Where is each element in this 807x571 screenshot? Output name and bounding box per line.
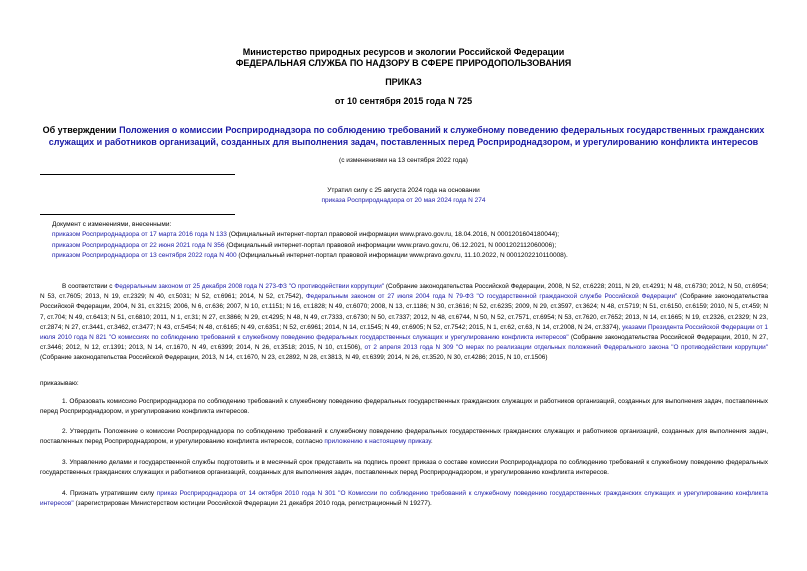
document-date-number: от 10 сентября 2015 года N 725 [334, 96, 473, 106]
orders-word: приказываю: [40, 380, 79, 387]
decree-821-link[interactable]: указами Президента Российской Федерации от 1 июля 2010 года N 821 "О комиссиях по соблюдению требований к служебному поведению федеральных государственных служащих и урегулированию конфликта интересов" [40, 323, 768, 342]
document-header [0, 47, 807, 69]
document-type: ПРИКАЗ [385, 77, 422, 87]
ministry-name: Министерство природных ресурсов и экологии Российской Федерации [242, 47, 565, 57]
legal-basis-paragraph [40, 282, 768, 364]
basis-text: В соответствии с [62, 283, 115, 290]
amendment-item [52, 251, 772, 261]
decree-309-link[interactable]: от 2 апреля 2013 года N 309 "О мерах по реализации отдельных положений Федерального закона "О противодействии коррупции" [364, 344, 768, 352]
divider-bottom [40, 214, 235, 215]
amendment-source: (Официальный интернет-портал правовой информации www.pravo.gov.ru, 06.12.2021, N 0001202112060006); [224, 241, 557, 249]
edition-note: (с изменениями на 13 сентября 2022 года) [339, 157, 468, 164]
order-item-2 [40, 427, 768, 447]
basis-text: (Собрание законодательства Российской Федерации, 2008, N 52, ст.6228; 2011, N 29, ст.4291; N 48, ст.6730; 2012, N 50, ст.6954; N 53, ст.7605; 2013, N 19, ст.2329; N 40, ст.5031; N 52, ст.6961; 2014, N 52, ст.7542), [40, 283, 768, 301]
amendments-block [52, 220, 772, 261]
lost-force-note [0, 186, 807, 206]
order-item-3 [40, 458, 768, 478]
amendment-source: (Официальный интернет-портал правовой информации www.pravo.gov.ru, 11.10.2022, N 0001202210110008). [236, 251, 568, 259]
amendment-link[interactable]: приказом Росприроднадзора от 17 марта 2016 года N 133 [52, 231, 227, 239]
lost-force-link[interactable]: приказа Росприроднадзора от 20 мая 2024 года N 274 [321, 197, 486, 204]
order-item-text: 2. Утвердить Положение о комиссии Росприроднадзора по соблюдению требований к служебному поведению федеральных государственных гражданских служащих и работников организаций, созданных для выполнения задач, поставленных перед Росприроднадзором, и урегулированию конфликта интересов, согласно [40, 428, 768, 446]
order-item-text: 4. Признать утратившим силу [62, 490, 157, 497]
repealed-order-link[interactable]: приказ Росприроднадзора от 14 октября 2010 года N 301 "О Комиссии по соблюдению требований к служебному поведению государственных гражданских служащих и урегулированию конфликта интересов" [40, 490, 768, 508]
law-273-link[interactable]: Федеральным законом от 25 декабря 2008 года N 273-ФЗ "О противодействии коррупции" [114, 283, 385, 290]
law-79-link[interactable]: Федеральным законом от 27 июля 2004 года N 79-ФЗ "О государственной гражданской службе Российской Федерации" [305, 293, 678, 301]
amendment-link[interactable]: приказом Росприроднадзора от 22 июня 2021 года N 356 [52, 241, 225, 249]
amendments-heading: Документ с изменениями, внесенными: [52, 221, 172, 228]
basis-text: (Собрание законодательства Российской Федерации, 2010, N 27, ст.3446; 2012, N 12, ст.1391; 2013, N 14, ст.1670, N 49, ст.6399; 2014, N 26, ст.3518; 2015, N 10, ст.1506), [40, 334, 768, 352]
amendment-item [52, 241, 772, 251]
service-name: ФЕДЕРАЛЬНАЯ СЛУЖБА ПО НАДЗОРУ В СФЕРЕ ПРИРОДОПОЛЬЗОВАНИЯ [235, 58, 572, 68]
title-link[interactable]: Положения о комиссии Росприроднадзора по соблюдению требований к служебному поведению федеральных государственных гражданских служащих и работников организаций, созданных для выполнения задач, поставленных перед Росприроднадзором, и урегулированию конфликта интересов [48, 125, 765, 147]
order-item-text: 3. Управлению делами и государственной службы подготовить и в месячный срок представить на подпись проект приказа о составе комиссии Росприроднадзора по соблюдению требований к служебному поведению федеральных государственных гражданских служащих и работников организаций, созданных для выполнения задач, поставленных перед Росприроднадзором, и урегулированию конфликта интересов. [40, 459, 768, 477]
divider-top [40, 174, 235, 175]
basis-text: (Собрание законодательства Российской Федерации, 2004, N 31, ст.3215; 2006, N 6, ст.636; 2007, N 10, ст.1151; N 16, ст.1828; N 49, ст.6070; 2008, N 13, ст.1186; N 30, ст.3616; N 52, ст.6235; 2009, N 29, ст.3597, ст.3624; N 48, ст.5719; N 51, ст.6150, ст.6159; 2010, N 5, ст.459; N 7, ст.704; N 49, ст.6413; N 51, ст.6810; 2011, N 1, ст.31; N 27, ст.3866; N 29, ст.4295; N 48, N 49, ст.7333, ст.6730; N 50, ст.7337; 2012, N 48, ст.6744, N 50, N 52, ст.7571, ст.6954; N 53, ст.7620, ст.7652; 2013, N 14, ст.1665; N 19, ст.2326, ст.2329; N 23, ст.2874; N 27, ст.3441, ст.3462, ст.3477; N 43, ст.5454; N 48, ст.6165; N 49, ст.6351; N 52, ст.6961; 2014, N 14, ст.1545; N 49, ст.6905; N 52, ст.7542; 2015, N 1, ст.62, ст.63, N 14, ст.2008, N 24, ст.3374), [40, 293, 768, 331]
order-item-text: 1. Образовать комиссию Росприроднадзора по соблюдению требований к служебному поведению федеральных государственных гражданских служащих и работников организаций, созданных для выполнения задач, поставленных перед Росприроднадзором, и урегулированию конфликта интересов. [40, 398, 768, 416]
appendix-link[interactable]: приложению к настоящему приказу [324, 438, 431, 446]
order-item-1 [40, 397, 768, 417]
order-item-text: (зарегистрирован Министерством юстиции Российской Федерации 21 декабря 2010 года, регистрационный N 19277). [73, 500, 432, 508]
document-title [40, 124, 767, 148]
order-item-4 [40, 489, 768, 509]
lost-force-text: Утратил силу с 25 августа 2024 года на основании [327, 187, 480, 194]
basis-text: (Собрание законодательства Российской Федерации, 2013, N 14, ст.1670, N 23, ст.2892, N 28, ст.3813, N 49, ст.6399; 2014, N 26, ст.3520, N 30, ст.4286; 2015, N 10, ст.1506) [40, 354, 548, 362]
amendment-item [52, 230, 772, 240]
title-prefix: Об утверждении [42, 125, 120, 135]
amendment-link[interactable]: приказом Росприроднадзора от 13 сентября 2022 года N 400 [52, 251, 237, 259]
order-item-text: . [430, 438, 433, 446]
amendment-source: (Официальный интернет-портал правовой информации www.pravo.gov.ru, 18.04.2016, N 0001201604180044); [226, 231, 560, 239]
